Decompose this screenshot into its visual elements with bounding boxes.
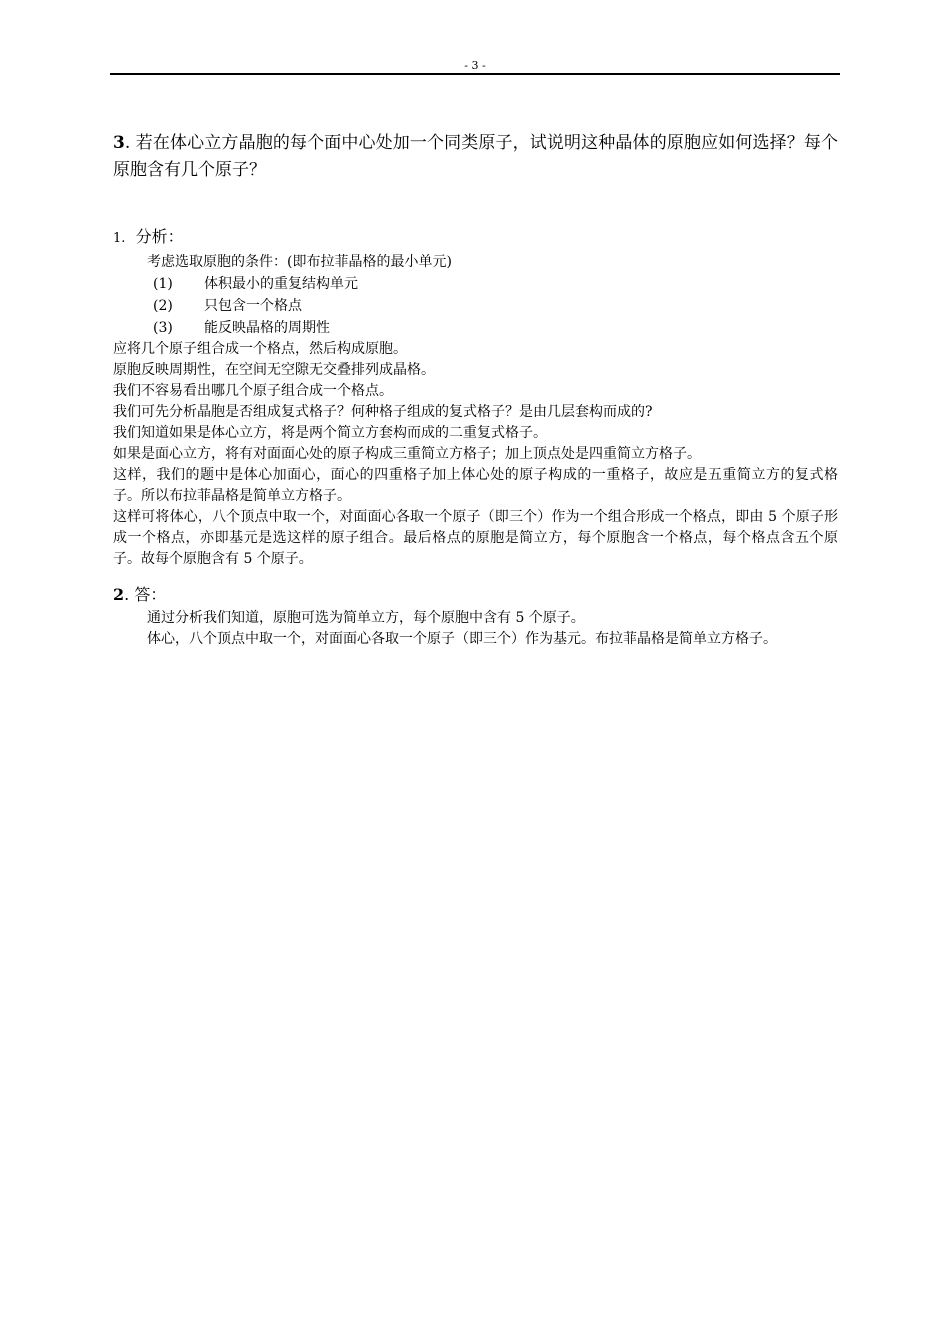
analysis-line: 如果是面心立方，将有对面面心处的原子构成三重简立方格子；加上顶点处是四重简立方格子。 (113, 446, 701, 462)
analysis-line: 原胞反映周期性，在空间无空隙无交叠排列成晶格。 (113, 362, 435, 378)
analysis-line: 我们不容易看出哪几个原子组合成一个格点。 (113, 383, 393, 399)
condition-text: 体积最小的重复结构单元 (204, 276, 358, 292)
analysis-number: 1. (113, 231, 126, 246)
answer-number: 2 (113, 585, 125, 604)
condition-item (113, 317, 838, 339)
header-rule (110, 73, 840, 75)
analysis-line: 应将几个原子组合成一个格点，然后构成原胞。 (113, 341, 407, 357)
analysis-title: 分析： (135, 227, 184, 246)
question-3 (113, 130, 838, 184)
analysis-line: 这样，我们的题中是体心加面心，面心的四重格子加上体心处的原子构成的一重格子，故应是五重简立方的复式格子。所以布拉菲晶格是简单立方格子。 (113, 467, 838, 504)
answer-paragraph: 通过分析我们知道，原胞可选为简单立方，每个原胞中含有 5 个原子。 (147, 610, 585, 626)
condition-number: (3) (153, 320, 173, 336)
condition-number: (1) (153, 276, 173, 292)
answer-heading (113, 584, 838, 606)
condition-text: 只包含一个格点 (204, 298, 302, 314)
condition-item (113, 273, 838, 295)
page-number: - 3 - (464, 59, 486, 72)
answer-title: . 答： (124, 585, 167, 604)
condition-text: 能反映晶格的周期性 (204, 320, 330, 336)
question-text: . 若在体心立方晶胞的每个面中心处加一个同类原子，试说明这种晶体的原胞应如何选择？每个原胞含有几个原子？ (113, 133, 838, 180)
question-number: 3 (113, 133, 125, 153)
analysis-line: 我们知道如果是体心立方，将是两个简立方套构而成的二重复式格子。 (113, 425, 547, 441)
analysis-heading (113, 226, 838, 250)
condition-number: (2) (153, 298, 173, 314)
answer-paragraph: 体心，八个顶点中取一个，对面面心各取一个原子（即三个）作为基元。布拉菲晶格是简单立方格子。 (147, 631, 777, 647)
analysis-intro: 考虑选取原胞的条件：(即布拉菲晶格的最小单元) (147, 254, 452, 270)
analysis-line: 这样可将体心，八个顶点中取一个，对面面心各取一个原子（即三个）作为一个组合形成一个格点，即由 5 个原子形成一个格点，亦即基元是选这样的原子组合。最后格点的原胞是简立方，每个原胞含一个格点，每个格点含五个原子。故每个原胞含有 5 个原子。 (113, 509, 838, 567)
document-body (113, 130, 838, 650)
condition-item (113, 295, 838, 317)
analysis-line: 我们可先分析晶胞是否组成复式格子？何种格子组成的复式格子？是由几层套构而成的? (113, 404, 653, 420)
